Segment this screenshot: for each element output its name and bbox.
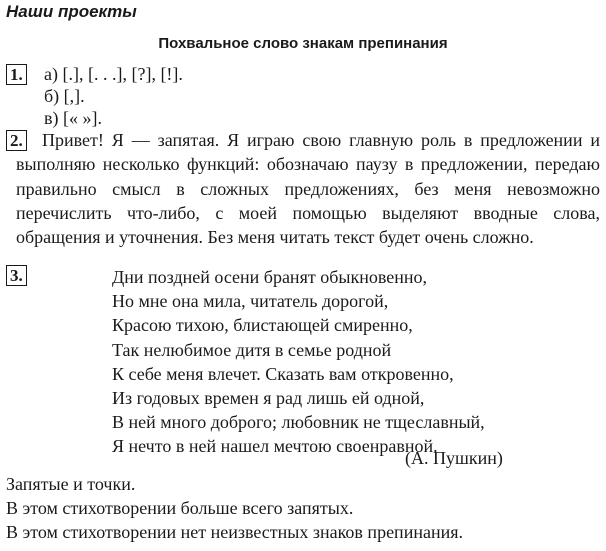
answer-line: Запятые и точки. (6, 474, 136, 494)
poem-line: Из годовых времен я рад лишь ей одной, (112, 388, 425, 409)
task-1-answer-b: б) [,]. (44, 86, 85, 106)
poem-line: В ней много доброго; любовник не тщеславный, (112, 412, 485, 433)
poem-line: Так нелюбимое дитя в семье родной (112, 339, 392, 360)
task-1-answer-c: в) [« »]. (44, 108, 102, 128)
task-1-number: 1. (6, 64, 27, 85)
answer-line: В этом стихотворении больше всего запятых. (6, 498, 354, 518)
answer-line: В этом стихотворении нет неизвестных знаков препинания. (6, 522, 463, 542)
poem-author: (А. Пушкин) (405, 448, 503, 468)
page-heading: Похвальное слово знакам препинания (158, 35, 448, 52)
poem-line: Красою тихою, блистающей смиренно, (112, 315, 413, 336)
poem-line: Но мне она мила, читатель дорогой, (112, 291, 389, 312)
task-2-text (16, 128, 600, 249)
poem-line: К себе меня влечет. Сказать вам откровенно, (112, 363, 454, 384)
task-2-paragraph: Привет! Я — запятая. Я играю свою главную роль в предложении и выполняю несколько функций: обозначаю паузу в предложении, передаю правильно смысл в сложных предложениях, без меня невозможно перечислить что-либо, с моей помощью выделяют вводные слова, обращения и уточнения. Без меня читать текст будет очень сложно. (16, 130, 600, 248)
task-3-number: 3. (6, 265, 27, 286)
task-2-number: 2. (6, 130, 27, 151)
task-1-answer-a: а) [.], [. . .], [?], [!]. (44, 64, 183, 84)
poem-line: Я нечто в ней нашел мечтою своенравной. (112, 436, 438, 457)
poem-line: Дни поздней осени бранят обыкновенно, (112, 267, 427, 287)
poem (112, 265, 485, 459)
section-title: Наши проекты (6, 2, 137, 21)
